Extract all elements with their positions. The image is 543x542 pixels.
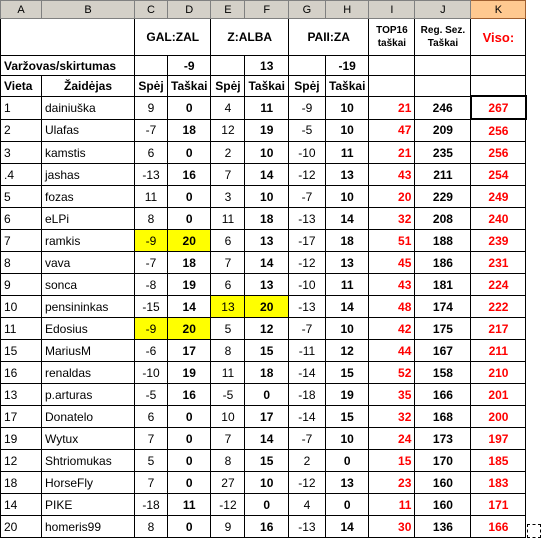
cell-c[interactable]: -5 bbox=[135, 384, 168, 406]
cell-c[interactable]: 11 bbox=[135, 186, 168, 208]
cell-vieta[interactable]: 19 bbox=[1, 428, 42, 450]
cell-i[interactable]: 32 bbox=[369, 208, 415, 230]
cell-g[interactable]: -7 bbox=[288, 318, 325, 340]
cell-j[interactable]: 167 bbox=[415, 340, 471, 362]
cell-i[interactable]: 21 bbox=[369, 96, 415, 119]
cell-name[interactable]: homeris99 bbox=[42, 516, 135, 538]
cell-i[interactable]: 15 bbox=[369, 450, 415, 472]
cell-g[interactable]: -5 bbox=[288, 119, 325, 142]
cell-g[interactable]: -12 bbox=[288, 252, 325, 274]
cell-name[interactable]: renaldas bbox=[42, 362, 135, 384]
cell-e[interactable]: 3 bbox=[211, 186, 245, 208]
cell-vieta[interactable]: 10 bbox=[1, 296, 42, 318]
col-header-f[interactable]: F bbox=[245, 1, 288, 19]
cell-j[interactable]: 168 bbox=[415, 406, 471, 428]
cell-j[interactable]: 158 bbox=[415, 362, 471, 384]
cell-c[interactable]: 5 bbox=[135, 450, 168, 472]
col-header-a[interactable]: A bbox=[1, 1, 42, 19]
cell-h[interactable]: 10 bbox=[325, 318, 368, 340]
cell-d[interactable]: 16 bbox=[168, 384, 211, 406]
cell-g[interactable]: -17 bbox=[288, 230, 325, 252]
cell-h[interactable]: 14 bbox=[325, 208, 368, 230]
cell-g[interactable]: -11 bbox=[288, 340, 325, 362]
cell-h[interactable]: 10 bbox=[325, 96, 368, 119]
cell-i[interactable]: 43 bbox=[369, 164, 415, 186]
cell-name[interactable]: vava bbox=[42, 252, 135, 274]
cell-i[interactable]: 30 bbox=[369, 516, 415, 538]
cell-j[interactable]: 181 bbox=[415, 274, 471, 296]
table-row bbox=[1, 119, 526, 142]
cell-name[interactable]: Shtriomukas bbox=[42, 450, 135, 472]
cell-name[interactable]: ramkis bbox=[42, 230, 135, 252]
resize-handle[interactable] bbox=[527, 524, 541, 538]
cell-vieta[interactable]: 9 bbox=[1, 274, 42, 296]
cell-k[interactable]: 171 bbox=[471, 494, 526, 516]
cell-c[interactable]: -15 bbox=[135, 296, 168, 318]
cell-vieta[interactable]: 2 bbox=[1, 119, 42, 142]
cell-e[interactable]: 2 bbox=[211, 142, 245, 164]
cell-name[interactable]: jashas bbox=[42, 164, 135, 186]
col-header-d[interactable]: D bbox=[168, 1, 211, 19]
cell-e[interactable]: 7 bbox=[211, 164, 245, 186]
cell-k[interactable]: 217 bbox=[471, 318, 526, 340]
cell-i[interactable]: 42 bbox=[369, 318, 415, 340]
cell-name[interactable]: eLPi bbox=[42, 208, 135, 230]
col-header-h[interactable]: H bbox=[325, 1, 368, 19]
cell-j[interactable]: 229 bbox=[415, 186, 471, 208]
cell-vieta[interactable]: 3 bbox=[1, 142, 42, 164]
cell-h[interactable]: 13 bbox=[325, 472, 368, 494]
cell-empty[interactable] bbox=[1, 19, 135, 56]
cell-f[interactable]: 13 bbox=[245, 230, 288, 252]
cell-g[interactable]: -10 bbox=[288, 142, 325, 164]
cell-k[interactable]: 224 bbox=[471, 274, 526, 296]
group-header-galzal[interactable]: GAL:ZAL bbox=[135, 19, 211, 56]
cell-empty[interactable] bbox=[211, 56, 245, 76]
cell-j[interactable]: 166 bbox=[415, 384, 471, 406]
cell-d[interactable]: 0 bbox=[168, 96, 211, 119]
cell-k[interactable]: 240 bbox=[471, 208, 526, 230]
cell-i[interactable]: 35 bbox=[369, 384, 415, 406]
cell-name[interactable]: fozas bbox=[42, 186, 135, 208]
cell-name[interactable]: p.arturas bbox=[42, 384, 135, 406]
cell-i[interactable]: 24 bbox=[369, 428, 415, 450]
cell-k[interactable]: 256 bbox=[471, 142, 526, 164]
cell-h[interactable]: 10 bbox=[325, 186, 368, 208]
cell-d[interactable]: 20 bbox=[168, 230, 211, 252]
diff-galzal[interactable]: -9 bbox=[168, 56, 211, 76]
cell-g[interactable]: -12 bbox=[288, 164, 325, 186]
cell-d[interactable]: 16 bbox=[168, 164, 211, 186]
cell-h[interactable]: 0 bbox=[325, 494, 368, 516]
cell-empty[interactable] bbox=[415, 76, 471, 97]
cell-h[interactable]: 11 bbox=[325, 142, 368, 164]
cell-h[interactable]: 18 bbox=[325, 230, 368, 252]
table-row bbox=[1, 406, 526, 428]
cell-d[interactable]: 11 bbox=[168, 494, 211, 516]
diff-zalba[interactable]: 13 bbox=[245, 56, 288, 76]
cell-name[interactable]: pensininkas bbox=[42, 296, 135, 318]
cell-e[interactable]: 11 bbox=[211, 362, 245, 384]
cell-e[interactable]: 7 bbox=[211, 252, 245, 274]
varzovas-label[interactable]: Varžovas/skirtumas bbox=[1, 56, 135, 76]
cell-d[interactable]: 0 bbox=[168, 450, 211, 472]
cell-f[interactable]: 11 bbox=[245, 96, 288, 119]
cell-h[interactable]: 0 bbox=[325, 450, 368, 472]
cell-name[interactable]: kamstis bbox=[42, 142, 135, 164]
cell-empty[interactable] bbox=[369, 76, 415, 97]
cell-d[interactable]: 0 bbox=[168, 406, 211, 428]
cell-vieta[interactable]: 11 bbox=[1, 318, 42, 340]
cell-e[interactable]: -12 bbox=[211, 494, 245, 516]
cell-f[interactable]: 17 bbox=[245, 406, 288, 428]
top16-header[interactable]: TOP16 taškai bbox=[369, 19, 415, 56]
cell-f[interactable]: 0 bbox=[245, 494, 288, 516]
cell-c[interactable]: 8 bbox=[135, 208, 168, 230]
table-row bbox=[1, 340, 526, 362]
cell-h[interactable]: 13 bbox=[325, 252, 368, 274]
cell-k[interactable]: 256 bbox=[471, 119, 526, 142]
cell-f[interactable]: 14 bbox=[245, 252, 288, 274]
cell-empty[interactable] bbox=[288, 56, 325, 76]
table-row bbox=[1, 318, 526, 340]
cell-d[interactable]: 18 bbox=[168, 119, 211, 142]
cell-e[interactable]: 9 bbox=[211, 516, 245, 538]
cell-c[interactable]: 7 bbox=[135, 428, 168, 450]
cell-f[interactable]: 0 bbox=[245, 384, 288, 406]
cell-h[interactable]: 13 bbox=[325, 164, 368, 186]
cell-k[interactable]: 239 bbox=[471, 230, 526, 252]
cell-j[interactable]: 160 bbox=[415, 472, 471, 494]
cell-vieta[interactable]: 20 bbox=[1, 516, 42, 538]
cell-i[interactable]: 23 bbox=[369, 472, 415, 494]
cell-i[interactable]: 20 bbox=[369, 186, 415, 208]
cell-g[interactable]: -14 bbox=[288, 362, 325, 384]
cell-k[interactable]: 201 bbox=[471, 384, 526, 406]
cell-j[interactable]: 186 bbox=[415, 252, 471, 274]
col-header-e[interactable]: E bbox=[211, 1, 245, 19]
taskai-header[interactable]: Taškai bbox=[245, 76, 288, 97]
cell-k[interactable]: 249 bbox=[471, 186, 526, 208]
cell-f[interactable]: 16 bbox=[245, 516, 288, 538]
cell-h[interactable]: 14 bbox=[325, 516, 368, 538]
table-row bbox=[1, 186, 526, 208]
cell-g[interactable]: 4 bbox=[288, 494, 325, 516]
cell-e[interactable]: 5 bbox=[211, 318, 245, 340]
cell-name[interactable]: MariusM bbox=[42, 340, 135, 362]
table-row bbox=[1, 516, 526, 538]
cell-j[interactable]: 175 bbox=[415, 318, 471, 340]
cell-j[interactable]: 235 bbox=[415, 142, 471, 164]
cell-j[interactable]: 174 bbox=[415, 296, 471, 318]
cell-e[interactable]: 8 bbox=[211, 340, 245, 362]
cell-d[interactable]: 0 bbox=[168, 428, 211, 450]
col-header-j[interactable]: J bbox=[415, 1, 471, 19]
cell-name[interactable]: Wytux bbox=[42, 428, 135, 450]
taskai-header[interactable]: Taškai bbox=[168, 76, 211, 97]
group-header-row bbox=[1, 19, 526, 56]
cell-h[interactable]: 14 bbox=[325, 296, 368, 318]
table-row bbox=[1, 274, 526, 296]
table-row bbox=[1, 208, 526, 230]
table-row bbox=[1, 296, 526, 318]
cell-vieta[interactable]: 1 bbox=[1, 96, 42, 119]
cell-e[interactable]: 12 bbox=[211, 119, 245, 142]
cell-c[interactable]: -7 bbox=[135, 252, 168, 274]
cell-vieta[interactable]: 12 bbox=[1, 450, 42, 472]
diff-paiiza[interactable]: -19 bbox=[325, 56, 368, 76]
cell-c[interactable]: -7 bbox=[135, 119, 168, 142]
table-row bbox=[1, 494, 526, 516]
table-row bbox=[1, 472, 526, 494]
cell-e[interactable]: -5 bbox=[211, 384, 245, 406]
cell-i[interactable]: 45 bbox=[369, 252, 415, 274]
cell-d[interactable]: 19 bbox=[168, 362, 211, 384]
table-row bbox=[1, 252, 526, 274]
table-row bbox=[1, 142, 526, 164]
cell-empty[interactable] bbox=[369, 56, 415, 76]
cell-c[interactable]: 6 bbox=[135, 406, 168, 428]
cell-e[interactable]: 4 bbox=[211, 96, 245, 119]
cell-d[interactable]: 14 bbox=[168, 296, 211, 318]
cell-i[interactable]: 51 bbox=[369, 230, 415, 252]
vieta-header[interactable]: Vieta bbox=[1, 76, 42, 97]
cell-c[interactable]: 7 bbox=[135, 472, 168, 494]
cell-h[interactable]: 15 bbox=[325, 362, 368, 384]
col-header-k[interactable]: K bbox=[471, 1, 526, 19]
cell-vieta[interactable]: .4 bbox=[1, 164, 42, 186]
cell-d[interactable]: 0 bbox=[168, 472, 211, 494]
cell-g[interactable]: 2 bbox=[288, 450, 325, 472]
column-header-row bbox=[1, 1, 526, 19]
cell-name[interactable]: Donatelo bbox=[42, 406, 135, 428]
cell-k[interactable]: 231 bbox=[471, 252, 526, 274]
cell-h[interactable]: 10 bbox=[325, 119, 368, 142]
group-header-zalba[interactable]: Z:ALBA bbox=[211, 19, 288, 56]
difference-row bbox=[1, 56, 526, 76]
cell-g[interactable]: -18 bbox=[288, 384, 325, 406]
cell-k[interactable]: 210 bbox=[471, 362, 526, 384]
cell-vieta[interactable]: 16 bbox=[1, 362, 42, 384]
spej-header[interactable]: Spėj bbox=[211, 76, 245, 97]
cell-vieta[interactable]: 5 bbox=[1, 186, 42, 208]
cell-f[interactable]: 13 bbox=[245, 274, 288, 296]
cell-name[interactable]: Edosius bbox=[42, 318, 135, 340]
cell-e[interactable]: 10 bbox=[211, 406, 245, 428]
cell-c[interactable]: -10 bbox=[135, 362, 168, 384]
cell-g[interactable]: -9 bbox=[288, 96, 325, 119]
cell-j[interactable]: 246 bbox=[415, 96, 471, 119]
cell-g[interactable]: -7 bbox=[288, 186, 325, 208]
cell-c[interactable]: -9 bbox=[135, 318, 168, 340]
cell-k[interactable]: 183 bbox=[471, 472, 526, 494]
cell-g[interactable]: -13 bbox=[288, 516, 325, 538]
cell-name[interactable]: dainiuška bbox=[42, 96, 135, 119]
cell-k[interactable]: 222 bbox=[471, 296, 526, 318]
cell-j[interactable]: 173 bbox=[415, 428, 471, 450]
cell-vieta[interactable]: 6 bbox=[1, 208, 42, 230]
cell-empty[interactable] bbox=[415, 56, 471, 76]
cell-d[interactable]: 0 bbox=[168, 142, 211, 164]
cell-k[interactable]: 166 bbox=[471, 516, 526, 538]
table-row bbox=[1, 164, 526, 186]
cell-d[interactable]: 20 bbox=[168, 318, 211, 340]
cell-empty[interactable] bbox=[471, 76, 526, 97]
cell-j[interactable]: 209 bbox=[415, 119, 471, 142]
table-row bbox=[1, 450, 526, 472]
cell-c[interactable]: 6 bbox=[135, 142, 168, 164]
cell-c[interactable]: -13 bbox=[135, 164, 168, 186]
cell-d[interactable]: 0 bbox=[168, 516, 211, 538]
cell-g[interactable]: -13 bbox=[288, 296, 325, 318]
table-row bbox=[1, 96, 526, 119]
cell-j[interactable]: 170 bbox=[415, 450, 471, 472]
cell-f[interactable]: 12 bbox=[245, 318, 288, 340]
zaidejas-header[interactable]: Žaidėjas bbox=[42, 76, 135, 97]
cell-empty[interactable] bbox=[135, 56, 168, 76]
cell-name[interactable]: PIKE bbox=[42, 494, 135, 516]
cell-e[interactable]: 6 bbox=[211, 230, 245, 252]
cell-d[interactable]: 19 bbox=[168, 274, 211, 296]
spej-header[interactable]: Spėj bbox=[288, 76, 325, 97]
cell-j[interactable]: 208 bbox=[415, 208, 471, 230]
cell-e[interactable]: 27 bbox=[211, 472, 245, 494]
cell-f[interactable]: 18 bbox=[245, 208, 288, 230]
cell-k[interactable]: 200 bbox=[471, 406, 526, 428]
cell-i[interactable]: 48 bbox=[369, 296, 415, 318]
cell-f[interactable]: 18 bbox=[245, 362, 288, 384]
cell-f[interactable]: 19 bbox=[245, 119, 288, 142]
cell-i[interactable]: 21 bbox=[369, 142, 415, 164]
cell-j[interactable]: 188 bbox=[415, 230, 471, 252]
cell-h[interactable]: 15 bbox=[325, 406, 368, 428]
cell-name[interactable]: HorseFly bbox=[42, 472, 135, 494]
table-row bbox=[1, 362, 526, 384]
cell-k[interactable]: 185 bbox=[471, 450, 526, 472]
cell-f[interactable]: 15 bbox=[245, 450, 288, 472]
cell-k[interactable]: 211 bbox=[471, 340, 526, 362]
cell-e[interactable]: 8 bbox=[211, 450, 245, 472]
cell-d[interactable]: 0 bbox=[168, 186, 211, 208]
cell-j[interactable]: 211 bbox=[415, 164, 471, 186]
col-header-c[interactable]: C bbox=[135, 1, 168, 19]
cell-name[interactable]: sonca bbox=[42, 274, 135, 296]
table-row bbox=[1, 230, 526, 252]
cell-vieta[interactable]: 8 bbox=[1, 252, 42, 274]
cell-f[interactable]: 10 bbox=[245, 142, 288, 164]
cell-c[interactable]: -18 bbox=[135, 494, 168, 516]
cell-c[interactable]: 8 bbox=[135, 516, 168, 538]
cell-g[interactable]: -10 bbox=[288, 274, 325, 296]
cell-i[interactable]: 44 bbox=[369, 340, 415, 362]
cell-vieta[interactable]: 15 bbox=[1, 340, 42, 362]
cell-i[interactable]: 47 bbox=[369, 119, 415, 142]
spej-header[interactable]: Spėj bbox=[135, 76, 168, 97]
cell-d[interactable]: 17 bbox=[168, 340, 211, 362]
cell-i[interactable]: 43 bbox=[369, 274, 415, 296]
table-row bbox=[1, 384, 526, 406]
cell-k[interactable]: 267 bbox=[471, 96, 526, 119]
cell-g[interactable]: -14 bbox=[288, 406, 325, 428]
cell-h[interactable]: 19 bbox=[325, 384, 368, 406]
cell-f[interactable]: 14 bbox=[245, 164, 288, 186]
cell-vieta[interactable]: 14 bbox=[1, 494, 42, 516]
cell-vieta[interactable]: 7 bbox=[1, 230, 42, 252]
col-header-b[interactable]: B bbox=[42, 1, 135, 19]
cell-c[interactable]: -6 bbox=[135, 340, 168, 362]
cell-c[interactable]: -9 bbox=[135, 230, 168, 252]
cell-g[interactable]: -12 bbox=[288, 472, 325, 494]
taskai-header[interactable]: Taškai bbox=[325, 76, 368, 97]
cell-f[interactable]: 10 bbox=[245, 472, 288, 494]
cell-i[interactable]: 32 bbox=[369, 406, 415, 428]
cell-k[interactable]: 197 bbox=[471, 428, 526, 450]
cell-f[interactable]: 10 bbox=[245, 186, 288, 208]
viso-header[interactable]: Viso: bbox=[471, 19, 526, 56]
cell-h[interactable]: 10 bbox=[325, 428, 368, 450]
table-row bbox=[1, 428, 526, 450]
cell-g[interactable]: -13 bbox=[288, 208, 325, 230]
cell-vieta[interactable]: 17 bbox=[1, 406, 42, 428]
col-header-i[interactable]: I bbox=[369, 1, 415, 19]
cell-empty[interactable] bbox=[471, 56, 526, 76]
cell-i[interactable]: 11 bbox=[369, 494, 415, 516]
cell-e[interactable]: 13 bbox=[211, 296, 245, 318]
cell-e[interactable]: 7 bbox=[211, 428, 245, 450]
cell-f[interactable]: 14 bbox=[245, 428, 288, 450]
group-header-paiiza[interactable]: PAII:ZA bbox=[288, 19, 368, 56]
cell-f[interactable]: 15 bbox=[245, 340, 288, 362]
cell-d[interactable]: 0 bbox=[168, 208, 211, 230]
cell-c[interactable]: 9 bbox=[135, 96, 168, 119]
cell-c[interactable]: -8 bbox=[135, 274, 168, 296]
cell-k[interactable]: 254 bbox=[471, 164, 526, 186]
cell-vieta[interactable]: 13 bbox=[1, 384, 42, 406]
cell-e[interactable]: 11 bbox=[211, 208, 245, 230]
cell-f[interactable]: 20 bbox=[245, 296, 288, 318]
cell-j[interactable]: 136 bbox=[415, 516, 471, 538]
cell-h[interactable]: 11 bbox=[325, 274, 368, 296]
cell-name[interactable]: Ulafas bbox=[42, 119, 135, 142]
cell-i[interactable]: 52 bbox=[369, 362, 415, 384]
column-label-row bbox=[1, 76, 526, 97]
cell-e[interactable]: 6 bbox=[211, 274, 245, 296]
cell-d[interactable]: 18 bbox=[168, 252, 211, 274]
col-header-g[interactable]: G bbox=[288, 1, 325, 19]
cell-j[interactable]: 160 bbox=[415, 494, 471, 516]
reg-header[interactable]: Reg. Sez. Taškai bbox=[415, 19, 471, 56]
cell-h[interactable]: 12 bbox=[325, 340, 368, 362]
cell-vieta[interactable]: 18 bbox=[1, 472, 42, 494]
cell-g[interactable]: -7 bbox=[288, 428, 325, 450]
